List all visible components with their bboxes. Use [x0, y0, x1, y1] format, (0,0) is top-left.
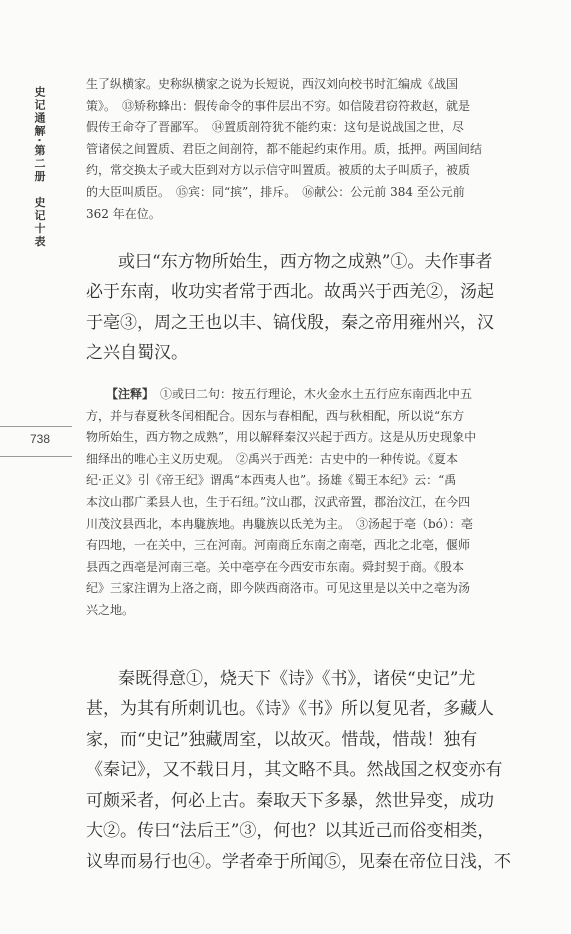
running-header: 史记通解·第二册 史记十表 — [33, 86, 46, 249]
main-line: 大②。传曰“法后王”③，何也？以其近己而俗变相类， — [86, 821, 495, 841]
note-line: 兴之地。 — [86, 602, 135, 617]
notes-continued — [86, 74, 516, 225]
note-line: 川茂汶县西北，本冉駹族地。冉駹族以氐羌为主。 ③汤起于亳（bó）：亳 — [86, 516, 473, 531]
note-line: 约，常交换太子或大臣到对方以示信守叫置质。被质的太子叫质子，被质 — [86, 163, 471, 178]
main-text-block-1-cont — [86, 277, 518, 369]
page-number-rule-top — [0, 426, 72, 427]
notes-block — [86, 384, 516, 622]
note-line: 物所始生，西方物之成熟”，用以解释秦汉兴起于西方。这是从历史现象中 — [86, 430, 477, 445]
note-line: 县西之西亳是河南三亳。关中亳亭在今西安市东南。舜封契于商。《殷本 — [86, 559, 465, 574]
main-line: 或曰“东方物所始生，西方物之成熟”①。夫作事者 — [118, 252, 493, 272]
note-line: 有四地，一在关中，三在河南。河南商丘东南之南亳，西北之北亳，偃师 — [86, 538, 471, 553]
note-line: 细绎出的唯心主义历史观。 ②禹兴于西羌：古史中的一种传说。《夏本 — [86, 451, 459, 466]
main-text-block-2-cont — [86, 694, 518, 877]
note-line: 纪·正义》引《帝王纪》谓禹“本西夷人也”。扬雄《蜀王本纪》云：“禹 — [86, 473, 457, 488]
main-line: 《秦记》，又不载日月，其文略不具。然战国之权变亦有 — [86, 760, 503, 780]
main-line: 可颇采者，何必上古。秦取天下多暴，然世异变，成功 — [86, 790, 494, 811]
note-line: 策》。 ⑬矫称蜂出：假传命令的事件层出不穷。如信陵君窃符救赵，就是 — [86, 98, 471, 113]
main-text-block-2 — [118, 664, 518, 695]
note-line: 生了纵横家。史称纵横家之说为长短说，西汉刘向校书时汇编成《战国 — [86, 77, 459, 91]
main-line: 甚，为其有所刺讥也。《诗》《书》所以复见者，多藏人 — [86, 699, 494, 719]
note-line: 管诸侯之间置质、君臣之间剖符，都不能起约束作用。质，抵押。两国间结 — [86, 141, 483, 156]
note-line: 的大臣叫质臣。 ⑮宾：同“摈”，排斥。 ⑯献公：公元前 384 至公元前 — [86, 184, 465, 199]
notes-label: 【注释】 — [106, 387, 155, 401]
note-line: 方，并与春夏秋冬闰相配合。因东与春相配，西与秋相配，所以说“东方 — [86, 408, 465, 423]
page-number-rule-bottom — [0, 456, 72, 457]
page-number: 738 — [30, 432, 51, 446]
note-line: 纪》三家注谓为上洛之商，即今陕西商洛市。可见这里是以关中之亳为汤 — [86, 581, 471, 596]
main-line: 秦既得意①，烧天下《诗》《书》，诸侯“史记”尤 — [118, 669, 476, 689]
main-text-block-1 — [118, 247, 518, 278]
note-line: 假传王命夺了晋鄙军。 ⑭置质剖符犹不能约束：这句是说战国之世，尽 — [86, 120, 465, 135]
main-line: 家，而“史记”独藏周室，以故灭。惜哉，惜哉！独有 — [86, 729, 478, 750]
note-line: 【注释】 ①或曰二句：按五行理论，木火金水土五行应东南西北中五 — [106, 387, 473, 401]
main-line: 于亳③，周之王也以丰、镐伐殷，秦之帝用雍州兴，汉 — [86, 312, 494, 333]
main-line: 议卑而易行也④。学者牵于所闻⑤，见秦在帝位日浅，不 — [86, 851, 511, 872]
note-line: 本汶山郡广柔县人也，生于石纽。”汶山郡，汉武帝置，郡治汶江，在今四 — [86, 494, 471, 509]
main-line: 必于东南，收功实者常于西北。故禹兴于西羌②，汤起 — [86, 282, 494, 302]
main-line: 之兴自蜀汉。 — [86, 343, 188, 363]
note-line: 362 年在位。 — [86, 206, 161, 221]
